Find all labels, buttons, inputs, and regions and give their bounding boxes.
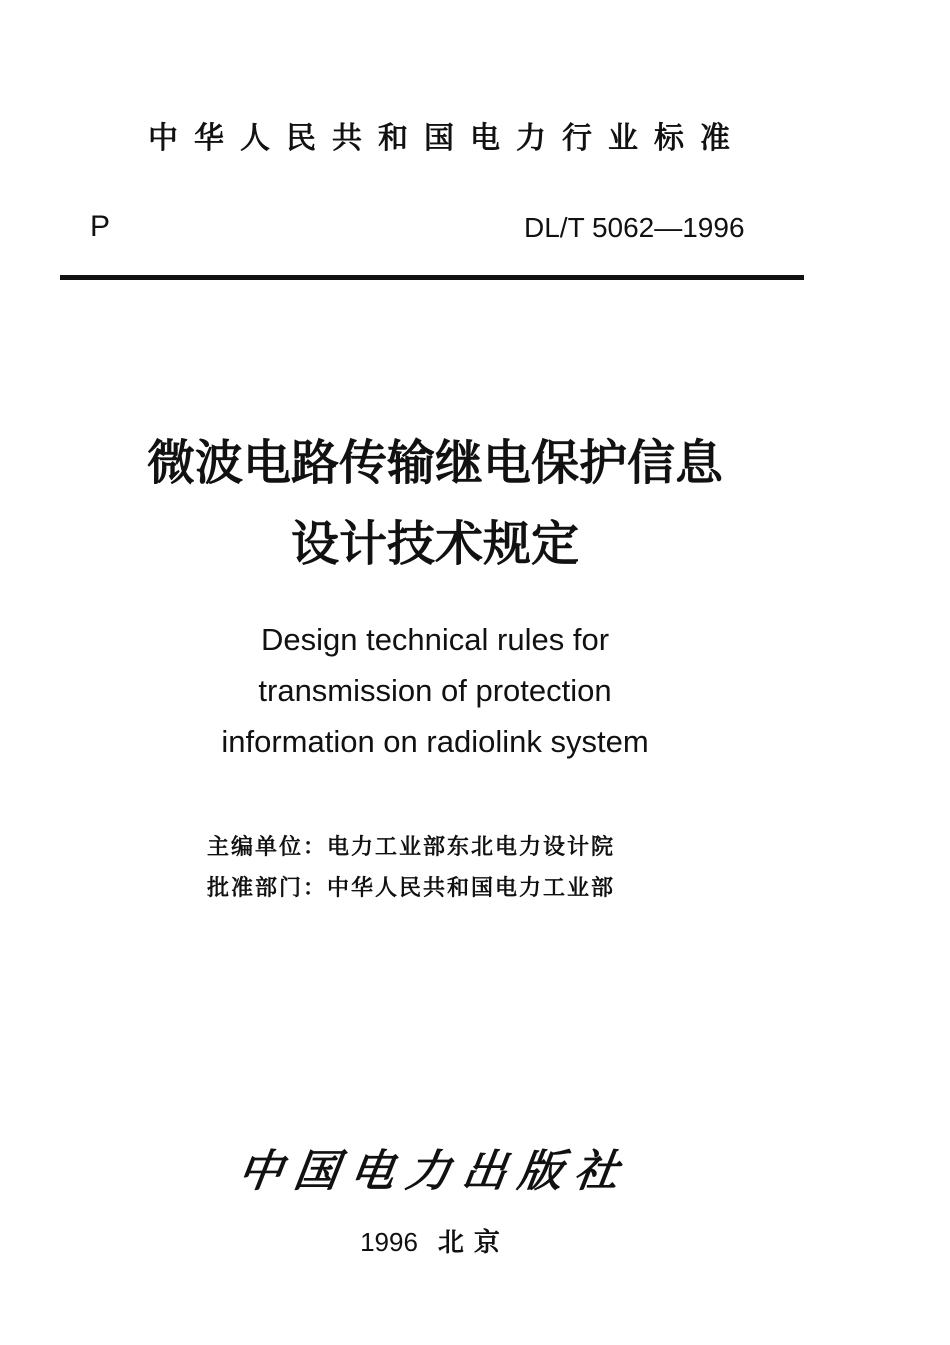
chinese-title-line-2: 设计技术规定 <box>290 516 579 572</box>
approver-label: 批准部门： <box>207 876 328 901</box>
english-title-line-3: information on radiolink system <box>221 724 649 759</box>
approver-value: 中华人民共和国电力工业部 <box>327 876 616 901</box>
english-title-line-2: transmission of protection <box>258 673 612 708</box>
approver-organization-row <box>207 871 615 902</box>
english-title <box>100 614 770 767</box>
classification-code: P <box>90 210 111 243</box>
chinese-title-line-1: 微波电路传输继电保护信息 <box>146 435 723 491</box>
editor-label: 主编单位： <box>207 835 328 860</box>
header-divider <box>60 275 804 280</box>
publication-line <box>0 1222 870 1259</box>
english-title-line-1: Design technical rules for <box>260 622 610 657</box>
publication-city: 北京 <box>437 1228 510 1258</box>
publisher-name: 中国电力出版社 <box>234 1146 634 1197</box>
editor-organization-row <box>207 830 615 861</box>
editor-value: 电力工业部东北电力设计院 <box>327 835 616 860</box>
publication-year: 1996 <box>360 1227 418 1257</box>
standard-number: DL/T 5062—1996 <box>524 212 745 243</box>
standard-type-header: 中华人民共和国电力行业标准 <box>148 121 746 156</box>
